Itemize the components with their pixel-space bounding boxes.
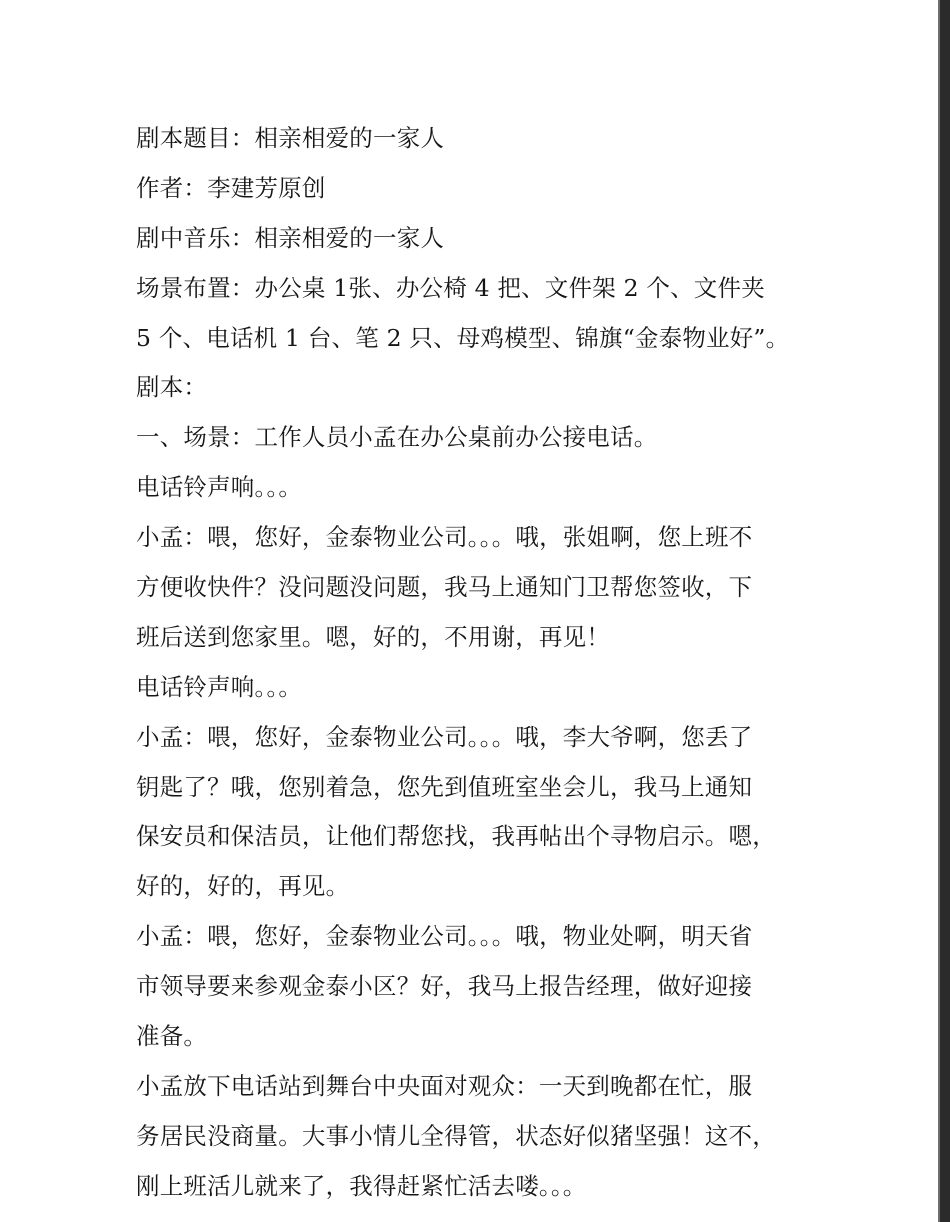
script-line: 刚上班活儿就来了，我得赶紧忙活去喽。。。 bbox=[136, 1171, 587, 1200]
script-line: 剧中音乐：相亲相爱的一家人 bbox=[136, 223, 445, 252]
script-line: 一、场景：工作人员小孟在办公桌前办公接电话。 bbox=[136, 423, 658, 452]
script-line: 班后送到您家里。嗯，好的，不用谢，再见！ bbox=[136, 622, 610, 651]
script-line: 方便收快件？没问题没问题，我马上通知门卫帮您签收，下 bbox=[136, 573, 753, 602]
vertical-scrollbar[interactable] bbox=[938, 0, 950, 1222]
script-line: 场景布置：办公桌 1张、办公椅 4 把、文件架 2 个、文件夹 bbox=[136, 273, 765, 302]
script-line: 钥匙了？哦，您别着急，您先到值班室坐会儿，我马上通知 bbox=[136, 772, 753, 801]
script-line: 保安员和保洁员，让他们帮您找，我再帖出个寻物启示。嗯， bbox=[136, 822, 776, 851]
scrollbar-edge bbox=[938, 0, 940, 1222]
script-line: 作者：李建芳原创 bbox=[136, 173, 326, 202]
script-line: 小孟放下电话站到舞台中央面对观众：一天到晚都在忙，服 bbox=[136, 1071, 753, 1100]
script-line: 电话铃声响。。。 bbox=[136, 473, 303, 502]
script-line: 5 个、电话机 1 台、笔 2 只、母鸡模型、锦旗“金泰物业好”。 bbox=[136, 323, 790, 352]
script-line: 务居民没商量。大事小情儿全得管，状态好似猪坚强！这不， bbox=[136, 1121, 776, 1150]
script-line: 小孟：喂，您好，金泰物业公司。。。哦，李大爷啊，您丢了 bbox=[136, 722, 753, 751]
script-line: 准备。 bbox=[136, 1022, 208, 1051]
script-line: 剧本题目：相亲相爱的一家人 bbox=[136, 124, 445, 152]
script-line: 小孟：喂，您好，金泰物业公司。。。哦，张姐啊，您上班不 bbox=[136, 523, 753, 552]
script-line: 电话铃声响。。。 bbox=[136, 672, 303, 701]
script-line: 好的，好的，再见。 bbox=[136, 872, 350, 901]
script-text bbox=[136, 114, 808, 1212]
script-line: 剧本： bbox=[136, 373, 208, 402]
script-line: 市领导要来参观金泰小区？好，我马上报告经理，做好迎接 bbox=[136, 972, 753, 1001]
script-line: 小孟：喂，您好，金泰物业公司。。。哦，物业处啊，明天省 bbox=[136, 922, 753, 951]
